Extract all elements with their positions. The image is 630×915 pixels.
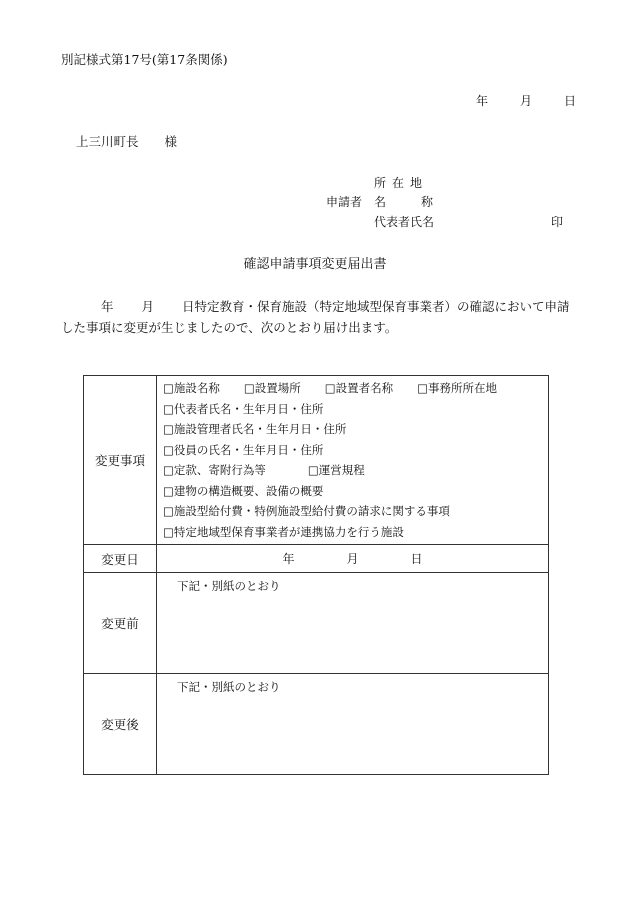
items-list	[157, 376, 548, 544]
change-date	[157, 545, 549, 573]
applicant-name-label	[374, 196, 433, 208]
date-row	[84, 545, 549, 573]
change-item-option[interactable]: □運営規程	[307, 463, 365, 477]
after-cell	[157, 674, 549, 775]
change-table	[83, 375, 549, 775]
body-text: 日特定教育・保育施設（特定地域型保育事業者）の確認において申請した事項に変更が生じましたので、次のとおり届け出ます。	[61, 299, 570, 335]
items-row	[84, 376, 549, 545]
body-year: 年	[101, 299, 114, 314]
name-label-1: 名	[374, 195, 387, 209]
addressee-name: 上三川町長	[76, 134, 139, 149]
addressee	[76, 136, 177, 149]
date-label: 変更日	[84, 545, 157, 573]
name-label-2: 称	[421, 195, 434, 209]
after-row	[84, 674, 549, 775]
change-item-option[interactable]: □設置場所	[243, 381, 301, 395]
document-title: 確認申請事項変更届出書	[243, 257, 387, 272]
change-item-option[interactable]: □施設管理者氏名・生年月日・住所	[163, 422, 347, 436]
change-item-line	[163, 501, 548, 522]
change-item-option[interactable]: □役員の氏名・生年月日・住所	[163, 442, 324, 457]
applicant-address-label: 所在地	[374, 176, 429, 190]
before-label: 変更前	[84, 573, 157, 674]
date-day: 日	[564, 94, 577, 108]
after-label: 変更後	[84, 674, 157, 775]
change-item-line	[163, 460, 548, 481]
change-item-line	[163, 440, 548, 461]
body-paragraph	[61, 296, 581, 338]
change-date-month: 月	[346, 552, 359, 566]
change-item-option[interactable]: □定款、寄附行為等	[163, 463, 266, 477]
change-item-option[interactable]: □施設型給付費・特例施設型給付費の請求に関する事項	[163, 504, 450, 518]
before-cell	[157, 573, 549, 674]
change-date-year: 年	[282, 552, 295, 566]
change-item-option[interactable]: □設置者名称	[324, 381, 394, 395]
change-item-line	[163, 481, 548, 502]
seal-mark: 印	[551, 215, 564, 229]
items-cell	[157, 376, 549, 545]
form-number: 別記様式第17号(第17条関係)	[61, 52, 228, 67]
change-date-day: 日	[410, 552, 423, 566]
submission-date	[476, 95, 576, 107]
body-month: 月	[141, 299, 155, 314]
change-item-option[interactable]: □施設名称	[163, 381, 220, 395]
addressee-honorific: 様	[164, 134, 178, 149]
before-note: 下記・別紙のとおり	[177, 579, 281, 593]
change-item-line	[163, 419, 548, 440]
before-row	[84, 573, 549, 674]
items-label: 変更事項	[84, 376, 157, 545]
representative-label: 代表者氏名	[374, 215, 435, 229]
change-item-line	[163, 399, 548, 420]
change-item-option[interactable]: □代表者氏名・生年月日・住所	[163, 401, 324, 416]
change-item-option[interactable]: □建物の構造概要、設備の概要	[163, 483, 324, 498]
date-month: 月	[520, 94, 533, 108]
change-item-option[interactable]: □特定地域型保育事業者が連携協力を行う施設	[163, 524, 404, 539]
date-year: 年	[476, 94, 489, 108]
after-note: 下記・別紙のとおり	[177, 680, 281, 694]
change-item-line	[163, 522, 548, 543]
change-item-option[interactable]: □事務所所在地	[417, 381, 497, 395]
applicant-label: 申請者	[326, 195, 363, 209]
change-item-line	[163, 378, 548, 399]
